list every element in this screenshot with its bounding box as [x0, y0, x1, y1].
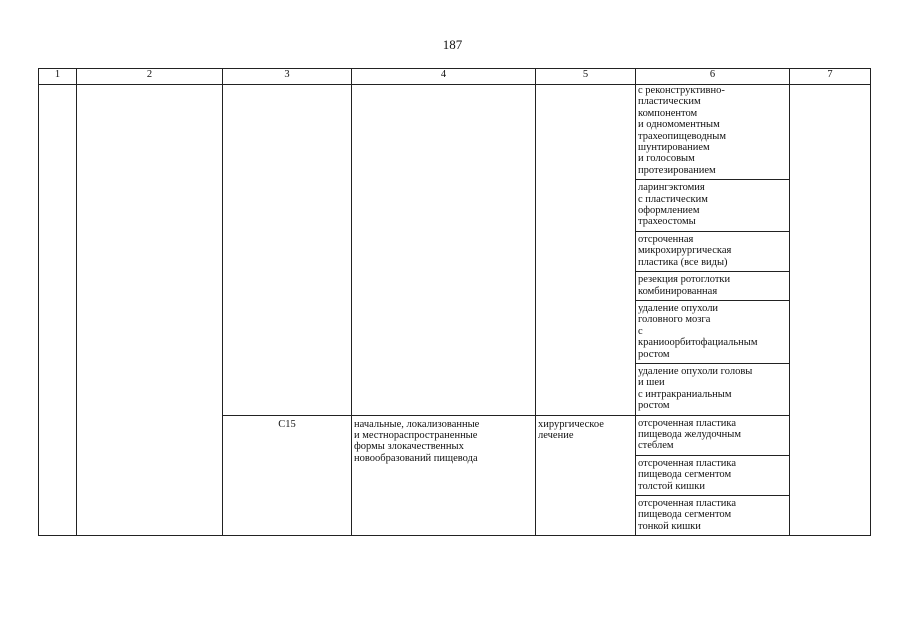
col4-cell-upper	[352, 85, 536, 416]
operation-cell: удаление опухоли головы и шеи с интракраниальным ростом	[636, 363, 790, 415]
column-header-5: 5	[536, 69, 636, 85]
header-row	[39, 69, 871, 85]
column-header-6: 6	[636, 69, 790, 85]
operation-cell: отсроченная пластика пищевода сегментом тонкой кишки	[636, 496, 790, 536]
column-header-1: 1	[39, 69, 77, 85]
operation-cell: отсроченная микрохирургическая пластика (все виды)	[636, 231, 790, 271]
operation-cell: с реконструктивно- пластическим компонентом и одномоментным трахеопищеводным шунтированием и голосовым протезированием	[636, 85, 790, 180]
column-header-7: 7	[790, 69, 871, 85]
column-header-3: 3	[223, 69, 352, 85]
operation-cell: резекция ротоглотки комбинированная	[636, 272, 790, 301]
col7-cell	[790, 85, 871, 536]
col2-cell	[77, 85, 223, 536]
operation-cell: отсроченная пластика пищевода желудочным стеблем	[636, 415, 790, 455]
column-header-2: 2	[77, 69, 223, 85]
treatment-cell: хирургическое лечение	[536, 415, 636, 536]
operation-cell: ларингэктомия с пластическим оформлением трахеостомы	[636, 180, 790, 232]
data-table	[38, 68, 871, 536]
col1-cell	[39, 85, 77, 536]
operation-cell: отсроченная пластика пищевода сегментом толстой кишки	[636, 455, 790, 495]
table-row	[39, 85, 871, 180]
diagnosis-cell: начальные, локализованные и местнораспространенные формы злокачественных новообразований пищевода	[352, 415, 536, 536]
col5-cell-upper	[536, 85, 636, 416]
operation-cell: удаление опухоли головного мозга с краниоорбитофациальным ростом	[636, 300, 790, 363]
column-header-4: 4	[352, 69, 536, 85]
col3-cell-upper	[223, 85, 352, 416]
icd-code: C15	[223, 415, 352, 536]
page-number: 187	[442, 37, 463, 52]
